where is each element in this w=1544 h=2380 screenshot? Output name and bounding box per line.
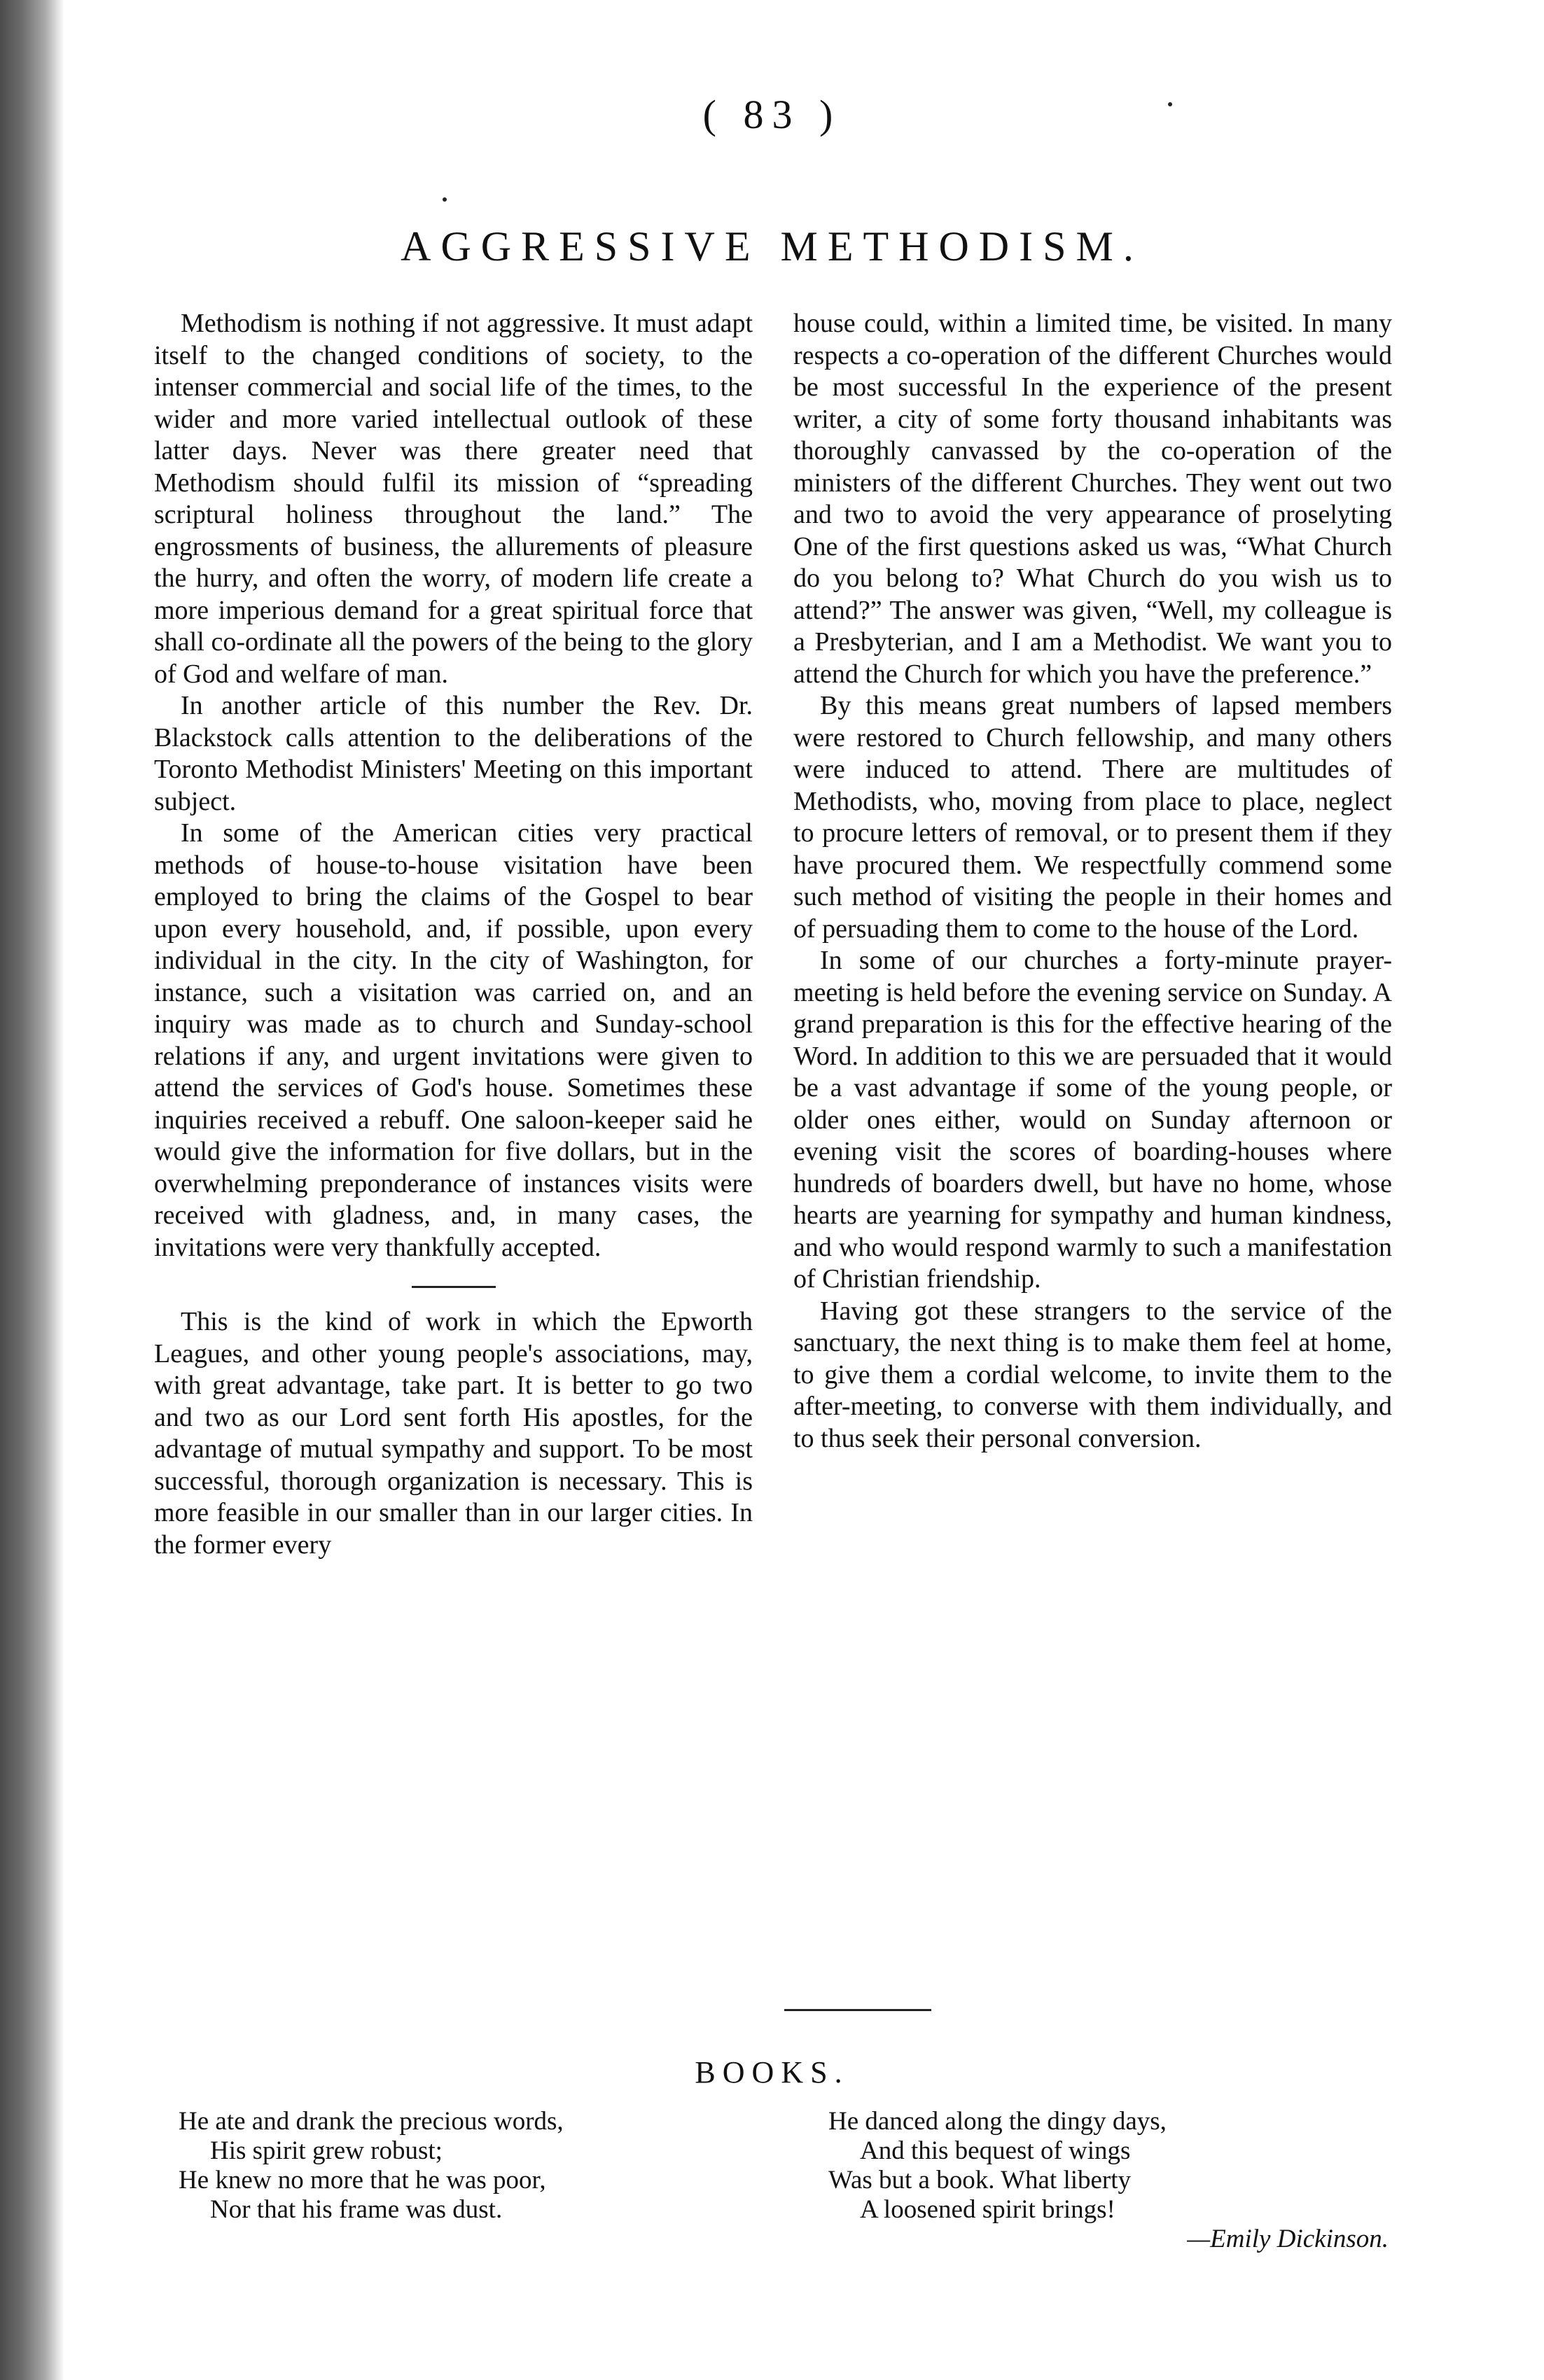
paragraph: In another article of this number the Rev. Dr. Blackstock calls attention to the deliberations of the Toronto Methodist Ministers' Meeting on this important subject. xyxy=(154,691,753,816)
paragraph: In some of our churches a forty-minute prayer-meeting is held before the evening service on Sunday. A grand preparation is this for the effective hearing of the Word. In addition to this we are persuaded that it would be a vast advantage if some of the young people, or older ones either, would on Sunday afternoon or evening visit the scores of boarding-houses where hundreds of boarders dwell, but have no home, whose hearts are yearning for sympathy and human kindness, and who would respond warmly to such a manifestation of Christian friendship. xyxy=(793,946,1392,1294)
paragraph: By this means great numbers of lapsed members were restored to Church fellowship, and many others were induced to attend. There are multitudes of Methodists, who, moving from place to place, neglect to procure letters of removal, or to present them if they have procured them. We respectfully commend some such method of visiting the people in their homes and of persuading them to come to the house of the Lord. xyxy=(793,691,1392,944)
paragraph: Methodism is nothing if not aggressive. It must adapt itself to the changed conditions of society, to the intenser commercial and social life of the times, to the wider and more varied intellectual outlook of these latter days. Never was there greater need that Methodism should fulfil its mission of “spreading scriptural holiness throughout the land.” The engrossments of business, the allurements of pleasure the hurry, and often the worry, of modern life create a more imperious demand for a great spiritual force that shall co-ordinate all the powers of the being to the glory of God and welfare of man. xyxy=(154,309,753,689)
article-title: AGGRESSIVE METHODISM. xyxy=(401,223,1143,270)
poem-stanza-right xyxy=(828,2107,1403,2254)
poem-line: Was but a book. What liberty xyxy=(828,2166,1132,2194)
poem-line: He ate and drank the precious words, xyxy=(179,2107,564,2136)
page-number: ( 83 ) xyxy=(702,92,842,137)
paragraph: house could, within a limited time, be visited. In many respects a co-operation of the different Churches would be most successful In the experience of the present writer, a city of some forty thousand inhabitants was thoroughly canvassed by the co-operation of the ministers of the different Churches. They went out two and two to avoid the very appearance of proselyting One of the first questions asked us was, “What Church do you belong to? What Church do you wish us to attend?” The answer was given, “Well, my colleague is a Presbyterian, and I am a Methodist. We want you to attend the Church for which you have the preference.” xyxy=(793,309,1392,689)
poem-line: He danced along the dingy days, xyxy=(828,2107,1167,2136)
paragraph: In some of the American cities very practical methods of house-to-house visitation have been employed to bring the claims of the Gospel to bear upon every household, and, if possible, upon every individual in the city. In the city of Washington, for instance, such a visitation was carried on, and an inquiry was made as to church and Sunday-school relations if any, and urgent invitations were given to attend the services of God's house. Sometimes these inquiries received a rebuff. One saloon-keeper said he would give the information for five dollars, but in the overwhelming preponderance of instances visits were received with gladness, and, in many cases, the invitations were very thankfully accepted. xyxy=(154,818,753,1262)
poem-line: A loosened spirit brings! xyxy=(860,2195,1115,2224)
poem-line: Nor that his frame was dust. xyxy=(210,2195,503,2224)
book-spine-edge xyxy=(0,0,64,2380)
poem-stanza-left xyxy=(179,2107,774,2225)
section-divider xyxy=(784,2009,931,2011)
section-separator xyxy=(412,1286,496,1288)
article-left-column xyxy=(154,308,753,1561)
print-speck xyxy=(443,197,447,202)
poem-line: He knew no more that he was poor, xyxy=(179,2166,546,2194)
poem-line: And this bequest of wings xyxy=(860,2136,1131,2165)
poem-title: BOOKS. xyxy=(695,2055,849,2090)
paragraph: This is the kind of work in which the Epworth Leagues, and other young people's associations, may, with great advantage, take part. It is better to go two and two as our Lord sent forth His apostles, for the advantage of mutual sympathy and support. To be most successful, thorough organization is necessary. This is more feasible in our smaller than in our larger cities. In the former every xyxy=(154,1307,753,1560)
paragraph: Having got these strangers to the service of the sanctuary, the next thing is to make them feel at home, to give them a cordial welcome, to invite them to the after-meeting, to converse with them individually, and to thus seek their personal conversion. xyxy=(793,1296,1392,1453)
poem-line: His spirit grew robust; xyxy=(210,2136,443,2165)
poem-attribution: —Emily Dickinson. xyxy=(1187,2225,1389,2253)
article-right-column xyxy=(793,308,1392,1455)
